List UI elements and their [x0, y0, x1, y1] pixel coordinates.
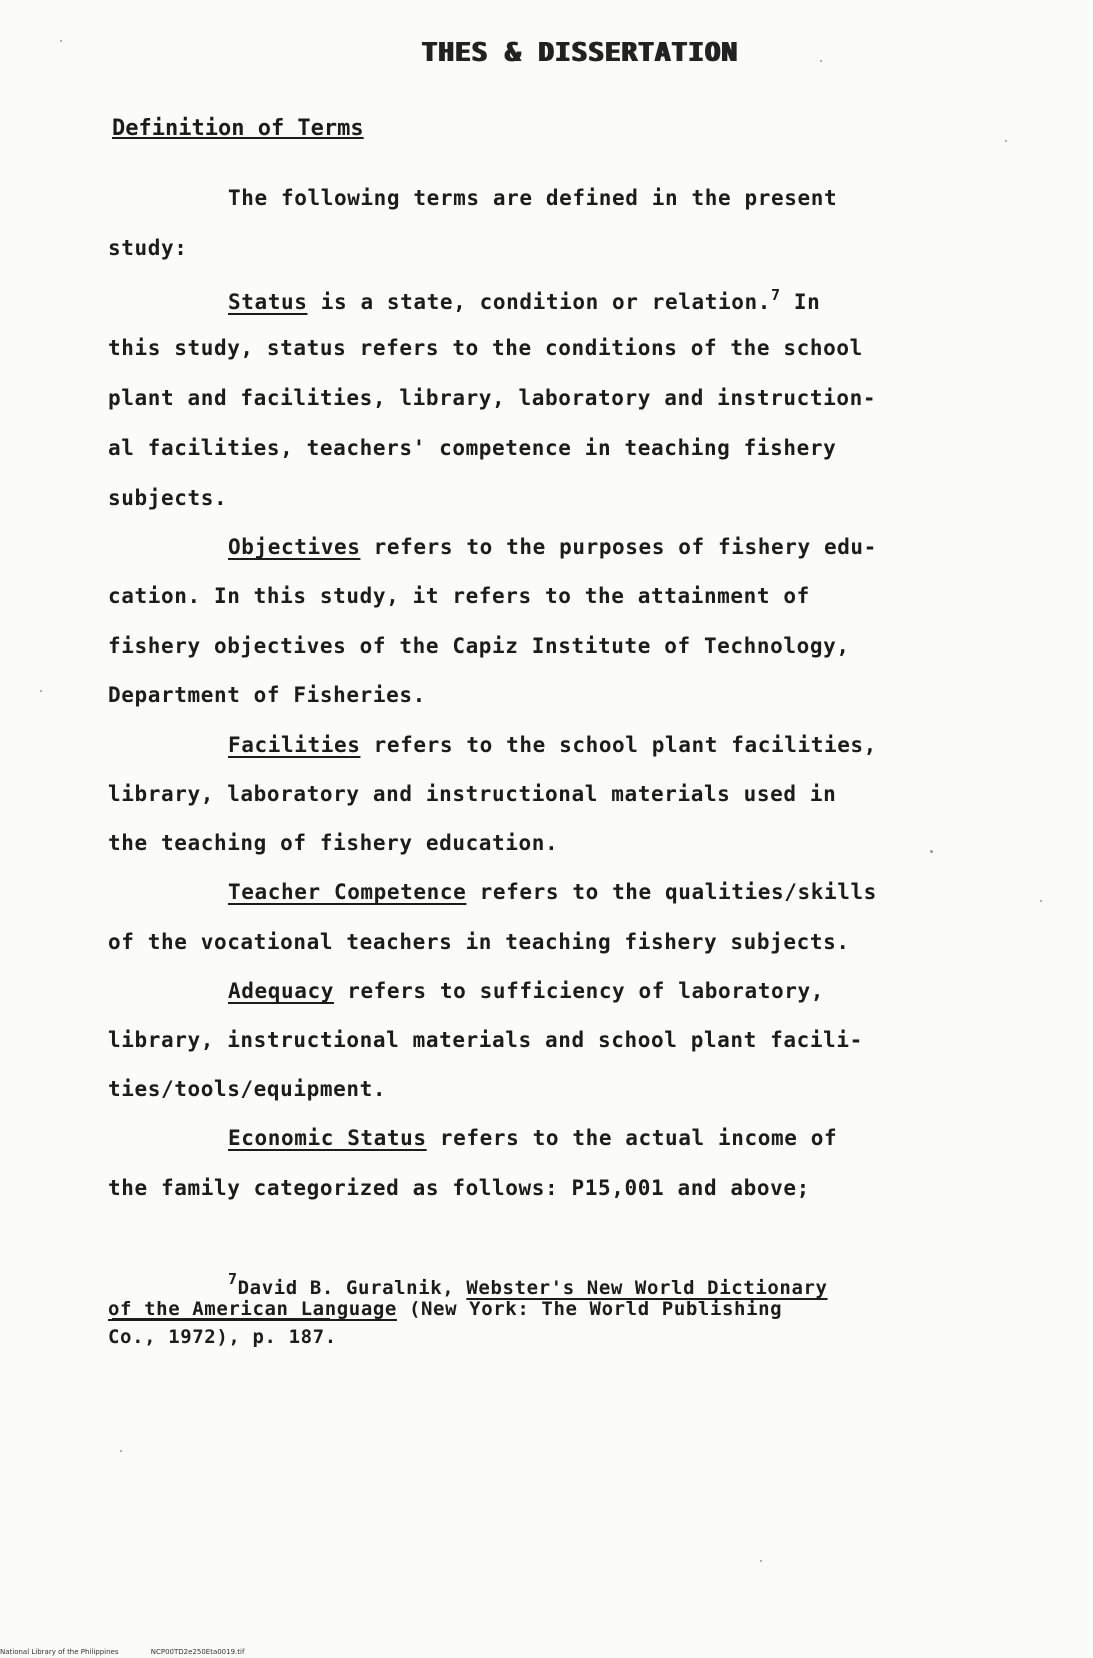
status-line-1-text: is a state, condition or relation.: [307, 290, 771, 314]
scan-speck: [1005, 140, 1007, 142]
status-definition-line-3: plant and facilities, library, laboratory and instruction-: [108, 386, 877, 410]
footnote-number: 7: [228, 1270, 238, 1288]
intro-line-1: The following terms are defined in the present: [228, 186, 838, 210]
scan-speck: [1040, 900, 1042, 902]
scan-footer: [0, 1648, 244, 1656]
objectives-definition-line-1: [228, 535, 877, 559]
scan-footer-library: National Library of the Philippines: [0, 1648, 119, 1656]
intro-line-2: study:: [108, 236, 188, 260]
footnote-line-3: Co., 1972), p. 187.: [108, 1326, 337, 1348]
facilities-line-1-text: refers to the school plant facilities,: [360, 733, 877, 757]
footnote-reference: 7: [770, 286, 781, 304]
term-status: Status: [228, 290, 308, 314]
scan-speck: [40, 690, 42, 692]
status-definition-line-2: this study, status refers to the conditions of the school: [108, 336, 863, 360]
scan-speck: [120, 1450, 122, 1452]
competence-definition-line-1: [228, 880, 877, 904]
facilities-definition-line-1: [228, 733, 877, 757]
status-line-1-tail: In: [780, 290, 821, 314]
adequacy-line-1-text: refers to sufficiency of laboratory,: [333, 979, 824, 1003]
scan-speck: [930, 850, 933, 853]
term-facilities: Facilities: [228, 733, 361, 757]
scan-speck: [820, 60, 822, 62]
status-definition-line-1: [228, 286, 820, 314]
adequacy-definition-line-1: [228, 979, 824, 1003]
footnote-publisher: (New York: The World Publishing: [396, 1298, 783, 1320]
competence-definition-line-2: of the vocational teachers in teaching fishery subjects.: [108, 930, 850, 954]
footnote-line-2: [108, 1298, 782, 1320]
objectives-definition-line-4: Department of Fisheries.: [108, 683, 426, 707]
scan-speck: [760, 1560, 762, 1562]
adequacy-definition-line-2: library, instructional materials and school plant facili-: [108, 1028, 863, 1052]
scan-footer-file-id: NCP00TD2e250Eta0019.tif: [150, 1648, 245, 1656]
adequacy-definition-line-3: ties/tools/equipment.: [108, 1077, 387, 1101]
footnote-title-part-2: of the American Language: [108, 1298, 397, 1320]
competence-line-1-text: refers to the qualities/skills: [466, 880, 877, 904]
status-definition-line-4: al facilities, teachers' competence in teaching fishery: [108, 436, 837, 460]
footnote-author: David B. Guralnik,: [237, 1277, 467, 1299]
facilities-definition-line-2: library, laboratory and instructional materials used in: [108, 782, 837, 806]
objectives-definition-line-3: fishery objectives of the Capiz Institute of Technology,: [108, 634, 850, 658]
term-adequacy: Adequacy: [228, 979, 334, 1003]
term-teacher-competence: Teacher Competence: [228, 880, 467, 904]
term-objectives: Objectives: [228, 535, 361, 559]
term-economic-status: Economic Status: [228, 1126, 427, 1150]
scan-speck: [60, 40, 62, 42]
status-definition-line-5: subjects.: [108, 486, 228, 510]
economic-status-definition-line-2: the family categorized as follows: P15,001 and above;: [108, 1176, 810, 1200]
economic-status-definition-line-1: [228, 1126, 837, 1150]
objectives-line-1-text: refers to the purposes of fishery edu-: [360, 535, 877, 559]
section-title: Definition of Terms: [112, 116, 364, 141]
facilities-definition-line-3: the teaching of fishery education.: [108, 831, 559, 855]
thesis-stamp: THES & DISSERTATION: [421, 38, 739, 68]
objectives-definition-line-2: cation. In this study, it refers to the attainment of: [108, 584, 810, 608]
footnote-line-1: [228, 1270, 828, 1299]
footnote-title-part-1: Webster's New World Dictionary: [466, 1277, 828, 1299]
economic-line-1-text: refers to the actual income of: [426, 1126, 838, 1150]
